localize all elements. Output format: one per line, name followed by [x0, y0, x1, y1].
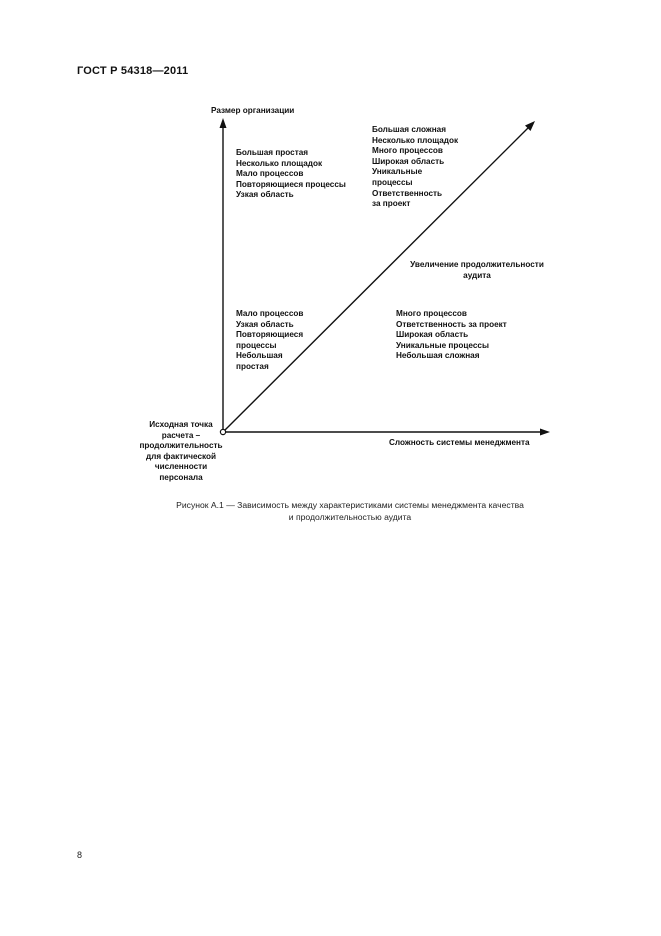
origin-label-line: для фактической [145, 451, 217, 461]
quadrant-item: Много процессов [396, 309, 467, 318]
quadrant-item: Повторяющиеся процессы [236, 179, 346, 189]
page-number: 8 [77, 850, 83, 860]
y-axis-label: Размер организации [211, 106, 295, 115]
caption-line-2: и продолжительностью аудита [288, 512, 412, 522]
caption-line-1: Рисунок А.1 — Зависимость между характеристиками системы менеджмента качества [176, 500, 524, 510]
quadrant-item: Широкая область [372, 156, 445, 166]
quadrant-item: Ответственность за проект [396, 319, 507, 329]
quadrant-item: Узкая область [236, 319, 294, 329]
origin-label-line: численности [154, 462, 208, 472]
document-header: ГОСТ Р 54318—2011 [77, 65, 189, 77]
quadrant-item: Большая сложная [372, 125, 446, 134]
x-axis-arrowhead [540, 429, 550, 436]
quadrant-item: за проект [372, 199, 411, 209]
origin-label-line: расчета – [161, 430, 201, 440]
quadrant-item: процессы [372, 177, 413, 187]
quadrant-item: Небольшая сложная [396, 351, 480, 361]
quadrant-item: простая [236, 361, 269, 371]
figure-caption [120, 499, 580, 523]
diagonal-label-line: Увеличение продолжительности [410, 260, 544, 269]
quadrant-item: Уникальные [372, 167, 423, 177]
origin-label-line: Исходная точка [149, 420, 213, 429]
quadrant-item: Мало процессов [236, 309, 304, 318]
quadrant-top-right [372, 125, 458, 210]
quadrant-item: Широкая область [396, 330, 469, 340]
quadrant-item: Несколько площадок [372, 135, 459, 145]
origin-label [136, 420, 226, 484]
origin-label-line: продолжительность [139, 441, 223, 451]
quadrant-item: Ответственность [372, 188, 443, 198]
x-axis-label: Сложность системы менеджмента [389, 438, 530, 447]
quadrant-item: Большая простая [236, 148, 309, 157]
quadrant-item: Узкая область [236, 190, 294, 200]
quadrant-bottom-left [236, 309, 303, 373]
diagonal-label [396, 260, 558, 281]
quadrant-item: Уникальные процессы [396, 340, 489, 350]
diagonal-label-line: аудита [463, 270, 491, 280]
quadrant-item: Мало процессов [236, 169, 304, 179]
y-axis-arrowhead [220, 118, 227, 128]
quadrant-item: Небольшая [236, 351, 283, 361]
quadrant-item: процессы [236, 340, 277, 350]
origin-label-line: персонала [159, 472, 203, 482]
quadrant-item: Несколько площадок [236, 158, 323, 168]
quadrant-top-left [236, 148, 346, 201]
quadrant-item: Повторяющиеся [236, 330, 304, 340]
quadrant-item: Много процессов [372, 146, 443, 156]
quadrant-bottom-right [396, 309, 507, 362]
